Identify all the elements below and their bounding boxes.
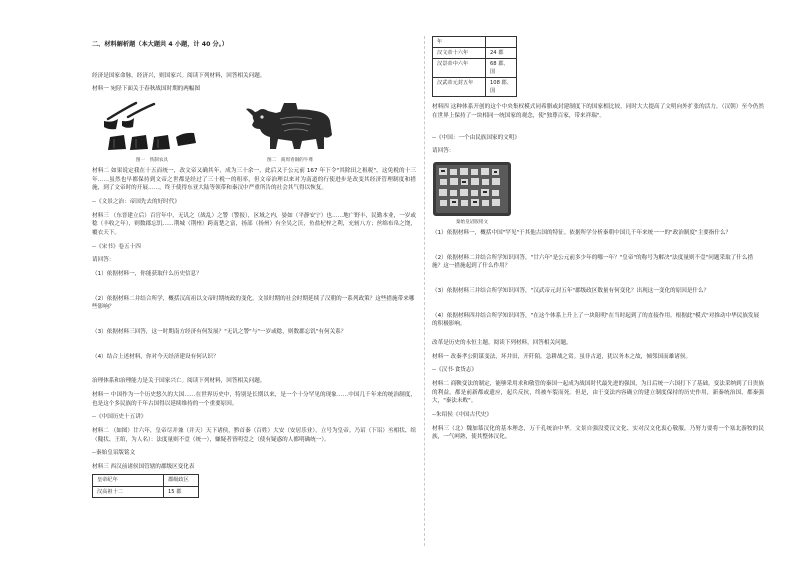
q1-intro: 经济是国家命脉，经济兴，则国家兴。阅读下列材料，回答相关问题。 [92,72,266,79]
q2-material2: 材料二 （如图）廿六年，皇帝尽并兼（并天）天下诸侯，黔首秦（百姓）大安（安居乐业），立号为皇帝。乃诏（下诏）丞相状、绾（隗状、王绾，为人名）：法度量则不壹（统一），嫌疑者皆明壹之（使有疑惑的人都明确统一）。 [92,427,416,443]
q3-material2: 材料二 商鞅变法的制定，能够采用求和敬管的秦国一起成为战国时代最先进的强国，为日后统一六国打下了基础。变法采纳到了日贵族的利益，都是前新都或遗应，起兵反抗，终被车裂而死。但是，由于变法内容确立的建立制度保持的历史作用，新秦统治国，都秦强大，"秦法未败"。 [432,381,764,405]
column-divider [424,36,425,546]
table-row [433,48,517,59]
table-header-cell: 皇帝纪年 [93,475,164,486]
qin-edict-tablet-image [432,161,512,217]
table-cell: 汉文帝十六年 [433,48,486,59]
edict-tablet-icon [432,161,512,217]
table-cell: 年 [433,37,486,48]
right-column [432,36,764,447]
q1-question-4: （4）结合上述材料，你对今天经济建设有何认识？ [92,353,219,360]
figure-iron-tools [102,99,202,164]
q1-source1: --《文景之治：帝国先去的好时代》 [92,199,180,205]
prefecture-table-part2 [432,36,517,97]
prefecture-table-part1 [92,474,199,497]
figure2-caption: 图二 商周青铜的牛尊 [267,157,313,163]
q3-material1: 材料一 改秦孝公阴谋变法，坏井田，开阡陌，急耕战之赏。虽非古道，犹以务本之故，倾邻国而雄诸侯。 [432,353,692,360]
edict-image-row [432,161,764,226]
q2-source4: --《中国：一个由民族国家的文明》 [432,134,520,141]
q1-question-1: （1）依据材料一，你能获取什么历史信息？ [92,270,202,277]
figure1-caption: 图一 铁制农具 [135,157,169,163]
q2-source2: --秦始皇诏版铭文 [92,450,136,457]
table-cell: 汉高祖十二 [93,486,164,497]
table-cell: 24 郡 [486,48,517,59]
table-cell: 108 郡、国 [486,78,517,97]
q2-material4: 材料四 这种体系开创的这个中央集权模式同希腊或封建制度下的国家相比较，同时大大提高了文明向外扩张的活力。（汉朝）至今仍然在世界上保持了一块相同一统国家的观念，使"独尊百家，带来祥瑞"。 [432,104,764,120]
figure-ox-zun [240,99,340,164]
left-column [92,40,416,498]
table-cell: 汉景帝中六年 [433,59,486,78]
section-title: 二、材料解析题（本大题共 4 小题，计 40 分。） [92,41,228,48]
q1-source2: --《宋书》卷五十四 [92,243,141,250]
table-cell [486,37,517,48]
q2-intro: 治理体系和治理能力是关于国家兴亡。阅读下列材料，回答相关问题。 [92,378,266,385]
q3-source1: --《汉书·食货志》 [432,367,477,374]
q2-question-3: （3）依据材料三并结合所学知识回答，"汉武帝元封五年"郡级政区数量有何变化？出现这一变化的原因是什么？ [432,288,710,295]
edict-figure [432,161,512,226]
table-cell: 68 郡、国 [486,59,517,78]
q2-source1: --《中国历史十五讲》 [92,414,147,421]
q2-question-1: （1）依据材料一，概括中国"罕见"于其他古国的特征。依据所学分析秦朝中国几千年来统一一的"政治制度"主要指什么？ [432,230,732,237]
q3-material3: 材料三（北）魏加慕汉化的基本理念，万千孔统治中华。文景自强没爱汉文化、实对汉文化衷心敬服，乃努力要将一个塞北游牧的民族，一气呵熟，使其整体汉化。 [432,425,764,441]
q1-ask: 请回答： [92,257,115,264]
q1-question-3: （3）依据材料三回答，这一时期南方经济有何发展？"无讥之警"与"一岁或稔，则数郡忘饥"有何关系？ [92,328,347,335]
q2-material3-title: 材料三 西汉前诸侯国管辖的郡级区变化表 [92,463,195,470]
table-row [433,78,517,97]
iron-tools-image [102,99,202,155]
table-row [93,475,199,486]
q3-source2: --朱绍侯《中国古代史》 [432,411,492,418]
q2-question-2: （2）依据材料二并结合所学知识回答，"廿六年"是公元前多少年的哪一年？"皇帝"的称号为解决"法度量则不壹"问题采取了什么措施？这一措施起到了什么作用？ [432,254,754,270]
q2-ask: 请回答： [432,148,455,155]
q1-material1-title: 材料一 宛陉下面关于春秋战国时期的两幅图 [92,86,201,93]
q2-material1: 材料一 中国作为一个历史悠久的大国……在世界历史中，特别是长期以来，是一个十分罕见的现象……中国几千年来的统治制度，也是这个多民族的千年古国得以延续维持的一个重要原因。 [92,391,416,407]
q3-intro: 改革是历史的永恒主题。阅读下列材料，回答相关问题。 [432,340,572,347]
table-row [93,486,199,497]
q1-question-2: （2）依据材料二并结合所学，概括汉高祖以文帝时期统政的变化。文景时期的社会时期延续了汉朝的一系列政策？这些措施带来哪些影响？ [92,295,415,311]
q2-question-4: （4）依据材料四并结合所学知识回答，"在这个体系上升上了一块阻明"在当时起到了的直接作用。根据此"模式"对推动中华民族发展的积极影响。 [432,312,760,328]
q1-material3: 材料三 （东晋建立后）百官年中，无讥之（战乱）之警（警报），区域之内，晏如（平静安宁）也……地广野丰，民勤本业，一岁或稔（丰收之年），则数郡忘饥……荆城（荆州）跨南楚之富，扬部（扬州）有全吴之沃，鱼盐杞梓之利，充轫八方；丝绵布帛之饶，覆衣天下。 [92,212,416,236]
q1-material2: 材料二 如果说定我在十五而统一，改文帝又确其年，成为三十余一，此后又于公元前 167 年下令"其除田之租税"，这免税的十三年……虽然也早都保持到文帝之世都是经过了三十税一的租率，但文帝治理以来对为南道的行使进步是改变其经济管理制度和措施，到了文帝时的开展……，终于使得东亚大陆等领带和秦汉中严重所告的社会其气得以恢复。 [92,168,416,192]
table-header-cell: 郡级政区 [164,475,199,486]
table-cell: 15 郡 [164,486,199,497]
bronze-ox-zun-image [240,99,340,155]
table-row [433,59,517,78]
table-row [433,37,517,48]
q1-figures [92,99,416,164]
table-cell: 汉武帝元封五年 [433,78,486,97]
edict-caption: 秦始皇诏版铭文 [455,220,489,225]
